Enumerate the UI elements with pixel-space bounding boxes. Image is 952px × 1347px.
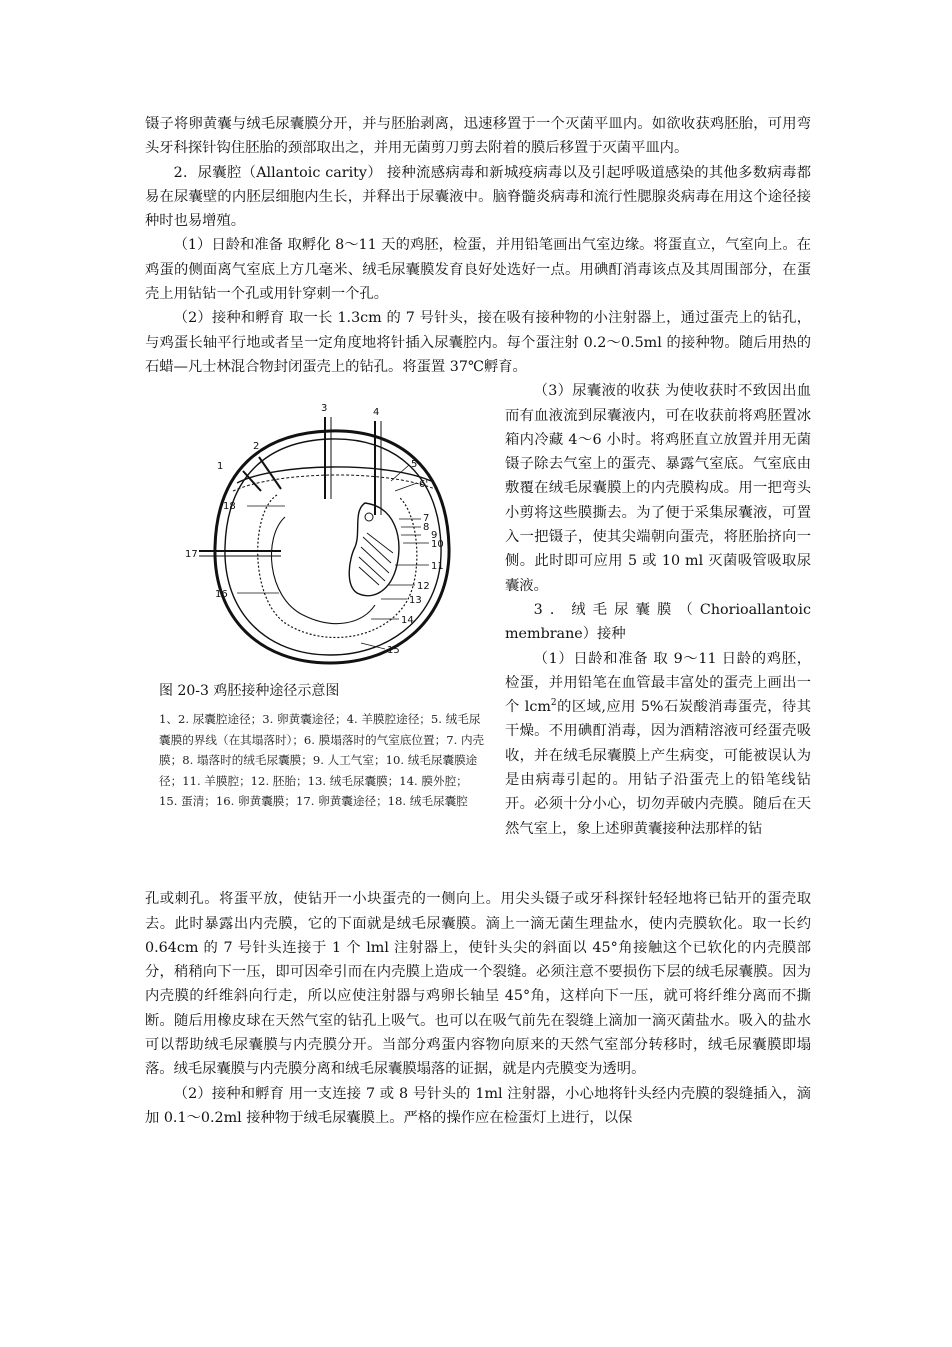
allantoic-boundary — [258, 495, 417, 637]
paragraph-inoculation: （2）接种和孵育 取一长 1.3cm 的 7 号针头，接在吸有接种物的小注射器上，通过蛋壳上的钻孔，与鸡蛋长轴平行地或者呈一定角度地将针插入尿囊腔内。每个蛋注射 0.2～0.5ml 的接种物。随后用热的石蜡—凡士林混合物封闭蛋壳上的钻孔。将蛋置 37℃孵育。 — [145, 310, 811, 375]
air-cell-line — [233, 475, 435, 491]
needle-1 — [243, 471, 261, 491]
embryo-outline — [349, 503, 399, 596]
figure-and-column — [145, 379, 811, 887]
fig-label-11: 11 — [431, 561, 444, 573]
cam-prep-text-a: （1）日龄和准备 取 9～11 日龄的鸡胚，检蛋，并用铅笔在血管最丰富处的蛋壳上画出一个 lcm — [505, 650, 811, 716]
paragraph-continued: 镊子将卵黄囊与绒毛尿囊膜分开，并与胚胎剥离，迅速移置于一个灭菌平皿内。如欲收获鸡胚胎，可用弯头牙科探针钩住胚胎的颈部取出之，并用无菌剪刀剪去附着的膜后移置于灭菌平皿内。 — [145, 116, 811, 157]
cam-prep-text-b: 的区域,应用 5%石炭酸消毒蛋壳，待其干燥。不用碘酊消毒，因为酒精溶液可经蛋壳吸收，并在绒毛尿囊膜上产生病变，可能被误认为是由病毒引起的。用钻子沿蛋壳上的铅笔线钻开。必须十分小心，切勿弄破内壳膜。随后在天然气室上，象上述卵黄囊接种法那样的钻 — [505, 699, 811, 837]
fig-label-1: 1 — [217, 461, 224, 473]
fig-label-2: 2 — [253, 441, 260, 453]
fig-label-5: 5 — [411, 459, 418, 471]
fig-label-12: 12 — [417, 581, 430, 593]
page-content — [145, 112, 811, 1130]
fig-label-8: 8 — [423, 522, 430, 534]
paragraph-allantoic-harvest: （3）尿囊液的收获 为使收获时不致因出血而有血液流到尿囊液内，可在收获前将鸡胚置冰箱内冷藏 4～6 小时。将鸡胚直立放置并用无菌镊子除去气室上的蛋壳、暴露气室底。气室底由敷覆在绒毛尿囊膜上的内壳膜构成。用一把弯头小剪将这些膜撕去。为了便于采集尿囊液，可置入一把镊子，使其尖端朝向蛋壳，将胚胎挤向一侧。此时即可应用 5 或 10 ml 灭菌吸管吸取尿囊液。 — [505, 383, 811, 594]
fig-label-14: 14 — [401, 615, 414, 627]
figure-block — [145, 379, 485, 887]
fig-label-17: 17 — [185, 549, 198, 561]
yolk-sac — [271, 517, 375, 624]
embryo-eye — [365, 513, 373, 521]
fig-label-7: 7 — [423, 513, 430, 525]
needle-2 — [259, 457, 281, 489]
paragraph-cam-continued: 孔或刺孔。将蛋平放，使钻开一小块蛋壳的一侧向上。用尖头镊子或牙科探针轻轻地将已钻开的蛋壳取去。此时暴露出内壳膜，它的下面就是绒毛尿囊膜。滴上一滴无菌生理盐水，使内壳膜软化。取一长约 0.64cm 的 7 号针头连接于 1 个 lml 注射器上，使针头尖的斜面以 45°角接触这个已软化的内壳膜部分，稍稍向下一压，即可因牵引而在内壳膜上造成一个裂缝。必须注意不要损伤下层的绒毛尿囊膜。因为内壳膜的纤维斜向行走，所以应使注射器与鸡卵长轴呈 45°角，这样向下一压，就可将纤维分离而不撕断。随后用橡皮球在天然气室的钻孔上吸气。也可以在吸气前先在裂缝上滴加一滴灭菌盐水。吸入的盐水可以帮助绒毛尿囊膜与内壳膜分开。当部分鸡蛋内容物向原来的天然气室部分转移时，绒毛尿囊膜即塌落。绒毛尿囊膜与内壳膜分离和绒毛尿囊膜塌落的证据，就是内壳膜变为透明。 — [145, 891, 811, 1078]
right-column — [505, 379, 811, 841]
fig-label-16: 16 — [215, 589, 228, 601]
egg-diagram — [185, 387, 475, 677]
fig-label-10: 10 — [431, 539, 444, 551]
paragraph-age-preparation: （1）日龄和准备 取孵化 8～11 天的鸡胚，检蛋，并用铅笔画出气室边缘。将蛋直立，气室向上。在鸡蛋的侧面离气室底上方几毫米、绒毛尿囊膜发育良好处选好一点。用碘酊消毒该点及其周围部分，在蛋壳上用钻钻一个孔或用针穿刺一个孔。 — [145, 237, 811, 303]
fig-label-3: 3 — [321, 403, 328, 415]
fig-label-6: 6' — [419, 479, 429, 491]
cam-prep-superscript: 2 — [550, 698, 557, 709]
amnion-hatch — [359, 533, 393, 585]
paragraph-cam-inoculation: （2）接种和孵育 用一支连接 7 或 8 号针头的 1ml 注射器，小心地将针头经内壳膜的裂缝插入，滴加 0.1～0.2ml 接种物于绒毛尿囊膜上。严格的操作应在检蛋灯上进行，以保 — [145, 1085, 811, 1126]
fig-label-13: 13 — [409, 595, 422, 607]
paragraph-cam-preparation — [505, 647, 811, 841]
fig-label-4: 4 — [373, 407, 380, 419]
fig-label-15: 15 — [387, 645, 400, 657]
fig-label-18: 18 — [223, 501, 236, 513]
paragraph-allantoic-intro: 2．尿囊腔（Allantoic carity） 接种流感病毒和新城疫病毒以及引起呼吸道感染的其他多数病毒都易在尿囊壁的内胚层细胞内生长，并释出于尿囊液中。脑脊髓炎病毒和流行性腮腺炎病毒在用这个途径接种时也易增殖。 — [145, 164, 811, 230]
figure-caption-title: 图 20-3 鸡胚接种途径示意图 — [159, 683, 340, 700]
fig-label-9: 9 — [431, 530, 438, 542]
figure-caption-legend: 1、2. 尿囊腔途径；3. 卵黄囊途径；4. 羊膜腔途径；5. 绒毛尿囊膜的界线（在其塌落时）；6. 膜塌落时的气室底位置；7. 内壳膜；8. 塌落时的绒毛尿囊膜；9. 人工气室；10. 绒毛尿囊膜途径；11. 羊膜腔；12. 胚胎；13. 绒毛尿囊膜；14. 膜外腔；15. 蛋清；16. 卵黄囊膜；17. 卵黄囊途径；18. 绒毛尿囊腔 — [159, 712, 485, 809]
section-heading-cam: 3．绒毛尿囊膜（Chorioallantoic membrane）接种 — [505, 601, 811, 643]
